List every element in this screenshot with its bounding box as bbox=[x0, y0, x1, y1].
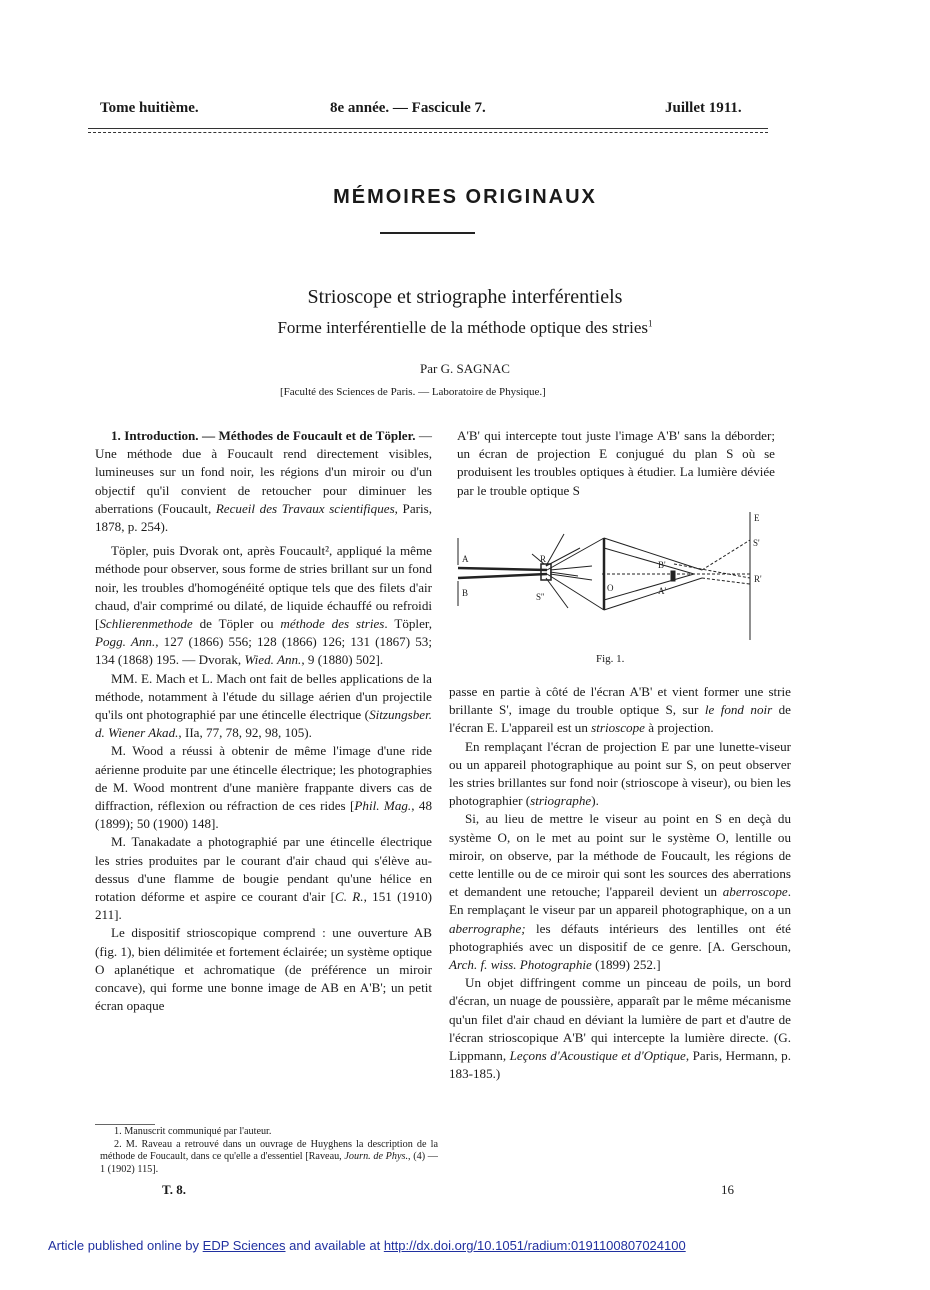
para-text: ). bbox=[591, 793, 599, 809]
para-text: passe en partie à côté de l'écran A'B' et vient former une strie brillante S', image du trouble optique S, sur bbox=[449, 684, 791, 718]
citation: Wied. Ann. bbox=[244, 652, 302, 668]
para-aberroscope bbox=[449, 810, 791, 974]
citation: Leçons d'Acoustique et d'Optique bbox=[509, 1048, 686, 1064]
emphasis: aberroscope bbox=[722, 884, 788, 900]
figure-label-B: B bbox=[462, 588, 469, 598]
para-text: . Töpler, bbox=[384, 616, 432, 632]
figure-label-E: E bbox=[754, 513, 760, 523]
header-rule bbox=[88, 128, 768, 129]
figure-label-B1: B' bbox=[658, 560, 666, 570]
para-wood bbox=[95, 742, 432, 833]
para-text: , Paris, Hermann, p. 183-185.) bbox=[449, 1048, 791, 1082]
figure-label-R1: R' bbox=[754, 574, 762, 584]
figure-label-S1: S' bbox=[753, 538, 760, 548]
para-text: Töpler, puis Dvorak ont, après Foucault², appliqué la même méthode pour observer, sous forme de stries brillant sur un fond noir, les troubles d'homogénéité optique tels que des filets d'air chaud, d'air comprimé ou dilaté, de liquide échauffé ou refroidi [ bbox=[95, 543, 432, 632]
article-subtitle bbox=[0, 318, 930, 338]
header-date: Juillet 1911. bbox=[665, 100, 742, 116]
para-text: , Paris, 1878, p. 254). bbox=[95, 500, 432, 535]
citation: C. R. bbox=[335, 889, 364, 905]
citation: Arch. f. wiss. Photographie bbox=[449, 957, 592, 973]
citation: Journ. de Phys. bbox=[344, 1151, 409, 1163]
para-text: Un objet diffringent comme un pinceau de poils, un bord d'écran, un nuage de poussière, apparaît par le même mécanisme qu'un filet d'air chaud en déviant la lumière de part et d'autre de l'écran strioscopique A'B' qui intercepte la lumière directe. (G. Lippmann, bbox=[449, 975, 791, 1064]
para-dispositif: Le dispositif strioscopique comprend : une ouverture AB (fig. 1), bien délimitée et fortement éclairée; un système optique O aplanétique et achromatique (de préférence un miroir concave), qui forme une bonne image de AB en A'B'; un petit écran opaque bbox=[95, 925, 432, 1014]
figure-label-A: A bbox=[462, 554, 469, 564]
para-text: , 127 (1866) 556; 128 (1866) 126; 131 (1867) 53; 134 (1868) 195. — Dvorak, bbox=[95, 634, 432, 668]
para-tanakadate bbox=[95, 833, 432, 924]
right-column-bottom bbox=[449, 683, 791, 1083]
citation: Recueil des Travaux scientifiques bbox=[215, 500, 395, 516]
emphasis: strioscope bbox=[591, 720, 645, 736]
para-topler bbox=[95, 542, 432, 669]
para-text: les défauts intérieurs des lentilles ont été photographiés avec un dispositif de ce genre. [A. Gerschoun, bbox=[449, 920, 791, 954]
para-text: de l'écran E. L'appareil est un bbox=[449, 702, 791, 736]
para-text: . En remplaçant le viseur par un appareil photographique, on a un bbox=[449, 884, 791, 918]
left-column bbox=[95, 427, 432, 1016]
para-mach bbox=[95, 670, 432, 743]
para-viseur bbox=[449, 738, 791, 811]
para-text: — Une méthode due à Foucault rend directement visibles, lumineuses sur un fond noir, les régions d'un miroir ou d'un objectif qu'il convient de retoucher pour diminuer les aberrations (Foucault, bbox=[95, 428, 432, 516]
para-text: En remplaçant l'écran de projection E par une lunette-viseur ou un appareil photographique au point sur S, on peut observer les stries brillantes sur fond noir (strioscope à viseur), ou bien les photographier ( bbox=[449, 738, 791, 809]
subtitle-footnote-mark: 1 bbox=[648, 318, 653, 329]
citation: Pogg. Ann. bbox=[95, 634, 156, 650]
para-text: M. Tanakadate a photographié par une étincelle électrique les stries produites par le courant d'air chaud qui s'élève au-dessus d'une flamme de bougie pendant qu'une hélice en rotation déforme et aspire ce courant d'air [ bbox=[95, 834, 432, 905]
para-text: MM. E. Mach et L. Mach ont fait de belles applications de la méthode, notamment à l'étude du sillage aérien d'un projectile qu'ils ont photographié par une étincelle électrique ( bbox=[95, 670, 432, 723]
section-rule bbox=[380, 232, 475, 234]
article-title: Strioscope et striographe interférentiels bbox=[307, 286, 623, 308]
page-number: 16 bbox=[721, 1182, 734, 1197]
section-heading: 1. Introduction. — Méthodes de Foucault et de Töpler. bbox=[111, 428, 416, 443]
para-text: , 48 (1899); 50 (1900) 148]. bbox=[95, 798, 432, 832]
para-text: à projection. bbox=[644, 720, 714, 736]
citation: Schlierenmethode bbox=[99, 616, 193, 632]
publication-footer bbox=[48, 1238, 686, 1253]
footnote-2 bbox=[100, 1139, 438, 1177]
figure-1-diagram bbox=[452, 508, 777, 644]
edp-sciences-link[interactable]: EDP Sciences bbox=[202, 1238, 286, 1253]
para-strie bbox=[449, 683, 791, 738]
para-text: Si, au lieu de mettre le viseur au point en S en deçà du système O, on le met au point sur le système O, lentille ou miroir, on observe, par la méthode de Foucault, les régions de cette lentille ou de ce miroir qui sont les sources des aberrations et demandent une retouche; l'appareil devient un bbox=[449, 811, 791, 900]
figure-label-S2: S'' bbox=[536, 592, 545, 602]
byline: Par G. SAGNAC bbox=[420, 361, 510, 376]
footer-text: Article published online by bbox=[48, 1238, 203, 1253]
footnote-rule bbox=[95, 1124, 155, 1125]
citation: Sitzungsber. d. Wiener Akad. bbox=[95, 707, 432, 741]
header-volume: Tome huitième. bbox=[100, 100, 199, 116]
emphasis: le fond noir bbox=[704, 702, 773, 718]
para-text: , 9 (1880) 502]. bbox=[301, 652, 384, 668]
para-introduction bbox=[95, 427, 432, 536]
para-text: M. Wood a réussi à obtenir de même l'image d'une ride aérienne produite par une étincelle électrique; les photographies de M. Wood montrent d'une manière frappante divers cas de diffraction, réflexion ou réfraction de ces rides [ bbox=[95, 743, 432, 814]
affiliation: [Faculté des Sciences de Paris. — Laboratoire de Physique.] bbox=[280, 386, 546, 398]
figure-label-A1: A' bbox=[658, 586, 667, 596]
citation: Phil. Mag. bbox=[354, 798, 412, 814]
signature-mark: T. 8. bbox=[162, 1182, 186, 1197]
para-text: (1899) 252.] bbox=[591, 957, 661, 973]
header-issue: 8e année. — Fascicule 7. bbox=[330, 100, 486, 116]
figure-caption: Fig. 1. bbox=[596, 653, 625, 665]
header-rule-2 bbox=[88, 132, 768, 133]
footnote-text: 2. M. Raveau a retrouvé dans un ouvrage de Huyghens la description de la méthode de Foucault, dans ce qu'elle a d'essentiel [Raveau, bbox=[100, 1138, 438, 1163]
footer-text: and available at bbox=[285, 1238, 384, 1253]
para-text: , IIa, 77, 78, 92, 98, 105). bbox=[178, 725, 312, 741]
para-text: , 151 (1910) 211]. bbox=[95, 889, 432, 923]
right-column-top bbox=[457, 427, 775, 500]
figure-label-R: R bbox=[540, 554, 547, 564]
citation: méthode des stries bbox=[280, 616, 385, 632]
doi-link[interactable]: http://dx.doi.org/10.1051/radium:0191100807024100 bbox=[383, 1238, 686, 1253]
footnote-1: 1. Manuscrit communiqué par l'auteur. bbox=[114, 1126, 272, 1137]
footnote-text: , (4) — 1 (1902) 115]. bbox=[100, 1151, 438, 1175]
para-text: de Töpler ou bbox=[192, 616, 281, 632]
section-title: MÉMOIRES ORIGINAUX bbox=[333, 186, 597, 208]
para-diffringent bbox=[449, 974, 791, 1083]
footnotes bbox=[100, 1126, 438, 1176]
emphasis: striographe bbox=[530, 793, 592, 809]
subtitle-text: Forme interférentielle de la méthode optique des stries bbox=[277, 318, 649, 337]
para-ecran: A'B' qui intercepte tout juste l'image A'B' sans la déborder; un écran de projection E conjugué du plan S où se produisent les troubles optiques à étudier. La lumière déviée par le trouble optique S bbox=[457, 428, 775, 498]
emphasis: aberrographe; bbox=[449, 920, 526, 936]
figure-label-O: O bbox=[607, 583, 614, 593]
